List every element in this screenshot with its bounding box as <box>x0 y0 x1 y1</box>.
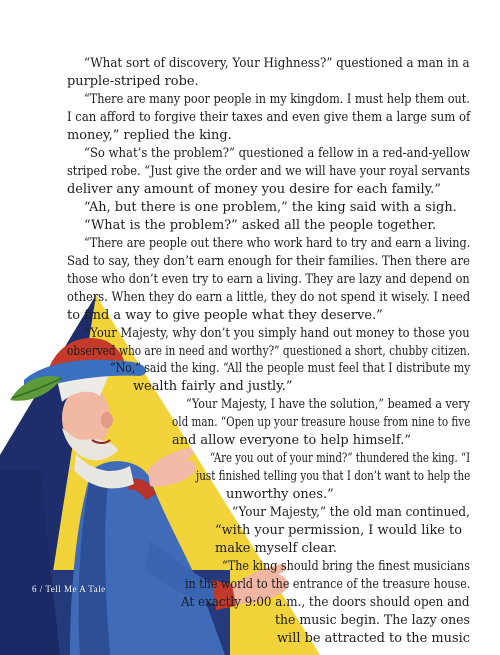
story-line: “No,” said the king. “All the people must feel that I distribute my <box>110 361 471 377</box>
story-line: wealth fairly and justly.” <box>133 379 293 395</box>
story-line: “What sort of discovery, Your Highness?” questioned a man in a <box>84 56 470 71</box>
page-number-footer: 6 / Tell Me A Tale <box>32 584 106 594</box>
story-line: “So what’s the problem?” questioned a fellow in a red-and-yellow <box>84 145 471 161</box>
story-line: “Your Majesty, why don’t you simply hand out money to those you <box>84 325 470 341</box>
story-line: will be attracted to the music <box>277 631 470 647</box>
story-line: and allow everyone to help himself.” <box>172 433 411 449</box>
story-line: old man. “Open up your treasure house from nine to five <box>172 415 471 431</box>
story-line: those who don’t even try to earn a living. They are lazy and depend on <box>67 271 470 287</box>
story-line: striped robe. “Just give the order and we will have your royal servants <box>67 163 471 179</box>
story-line: in the world to the entrance of the treasure house. <box>185 577 471 593</box>
story-line: purple-striped robe. <box>67 73 199 89</box>
story-line: “There are people out there who work hard to try and earn a living. <box>84 235 471 251</box>
nose <box>101 412 113 428</box>
story-line: Sad to say, they don’t earn enough for their families. Then there are <box>67 253 470 269</box>
story-line: money,” replied the king. <box>67 127 232 143</box>
story-line: just finished telling you that I don’t want to help the <box>196 469 471 485</box>
story-line: “with your permission, I would like to <box>215 523 463 539</box>
story-line: “Your Majesty, I have the solution,” beamed a very <box>186 397 470 413</box>
story-line: unworthy ones.” <box>226 487 334 503</box>
story-line: to find a way to give people what they deserve.” <box>67 307 383 323</box>
story-line: “Your Majesty,” the old man continued, <box>232 505 470 521</box>
story-line: “Ah, but there is one problem,” the king said with a sigh. <box>84 199 457 215</box>
story-line: “What is the problem?” asked all the people together. <box>84 217 437 233</box>
story-line: others. When they do earn a little, they do not spend it wisely. I need <box>67 289 471 305</box>
story-line: deliver any amount of money you desire for each family.” <box>67 181 441 197</box>
story-line: At exactly 9:00 a.m., the doors should open and <box>181 595 470 611</box>
story-line: the music begin. The lazy ones <box>275 613 470 629</box>
story-line: make myself clear. <box>215 541 337 557</box>
story-line: “The king should bring the finest musicians <box>222 559 470 575</box>
story-line: “Are you out of your mind?” thundered the king. “I <box>210 451 471 467</box>
story-line: observed who are in need and worthy?” questioned a short, chubby citizen. <box>67 343 471 359</box>
story-line: “There are many poor people in my kingdom. I must help them out. <box>84 91 470 107</box>
story-line: I can afford to forgive their taxes and even give them a large sum of <box>67 109 471 125</box>
